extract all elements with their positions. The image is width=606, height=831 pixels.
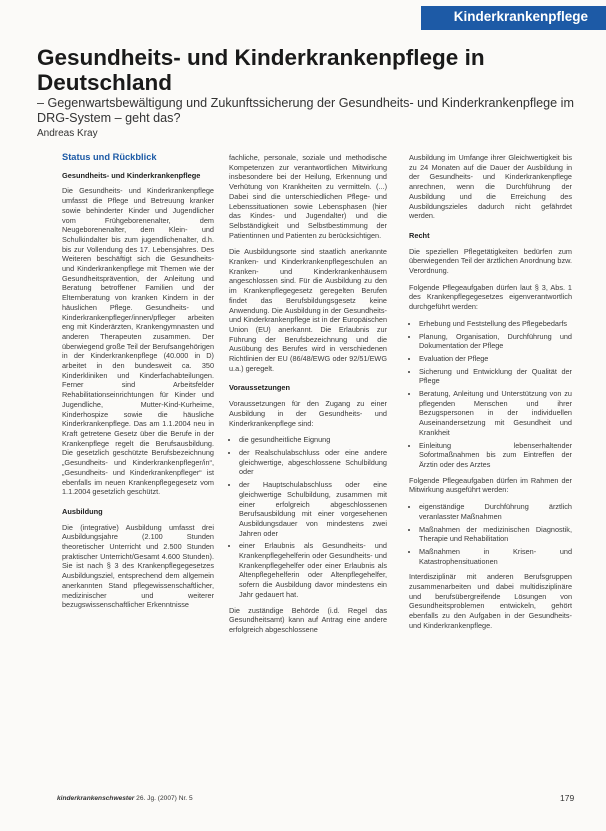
paragraph: Die Gesundheits- und Kinderkrankenpflege umfasst die Pflege und Betreuung kranker sowie behinderter Kinder und Jugendlicher vom Frühgeborenenalter, dem Neugeborenenalter, dem Klein- und Schulkindalter bis zum jugendlichenalter, d.h. bis zur Vollendung des 17. Lebensjahres. Des Weiteren beschäftigt sich die Gesundheits- und Kinderkrankenpflege mit Themen wie der Gesundheitsprävention, der Anleitung und Beratung betroffener Familien und der Elternberatung von kranken Kindern in der häuslichen Pflege. Gesundheits- und Kinderkrankenpfleger/innen/pfleger arbeiten eng mit Kinderärzten, Krankengymnasten und anderen Therapeuten zusammen. Der überwiegend große Teil der Berufsangehörigen in der Kinderkrankenpflege (40.000 in D) arbeitet in den bundesweit ca. 350 Kinderkliniken und Kinderfachabteilungen. Ferner sind Arbeitsfelder Rehabilitationseinrichtungen für Kinder und Jugendliche, Mutter-Kind-Kurheime, Kinderhospize sowie die häusliche Kinderkrankenpflege. Das am 1.1.2004 neu in Kraft getretene Gesetz über die Berufe in der Krankenpflege regelt die Berufsausbildung. Die gesetzlich geschützte Berufsbezeichnung „Gesundheits- und Kinderkrankenpfleger/in“, „Gesundheits- und Kinderkrankenpfleger“ ist ebenfalls im neuen Krankenpflegegesetz vom 1.1.2004 gesetzlich geschützt. (62, 186, 214, 497)
paragraph: Die speziellen Pflegetätigkeiten bedürfen zum überwiegenden Teil der ärztlichen Anordnung bzw. Verordnung. (409, 246, 572, 276)
section-tag-bar (421, 6, 606, 30)
list-item: • Sicherung und Entwicklung der Qualität der Pflege (419, 367, 572, 386)
text-column-3 (409, 153, 572, 638)
page-number: 179 (560, 793, 575, 803)
list-item: • Beratung, Anleitung und Unterstützung von zu pflegenden Menschen und ihrer Bezugspersonen in der individuellen Auseinandersetzung mit Gesundheit und Krankheit (419, 389, 572, 438)
paragraph: Folgende Pflegeaufgaben dürfen laut § 3, Abs. 1 des Krankenpflegegesetzes eigenverantwortlich durchgeführt werden: (409, 282, 572, 312)
section-tag: Kinderkrankenpflege (453, 9, 588, 24)
paragraph: Interdisziplinär mit anderen Berufsgruppen zusammenarbeiten und dabei multidisziplinäre und berufsübergreifende Lösungen von Gesundheitsproblemen entwickeln, gehört ebenfalls zu den Aufgaben in der Gesundheits- und Kinderkrankenpflege. (409, 572, 572, 630)
list-item: • Erhebung und Feststellung des Pflegebedarfs (419, 319, 572, 329)
list-item: • Maßnahmen der medizinischen Diagnostik, Therapie und Rehabilitation (419, 525, 572, 544)
journal-issue: 26. Jg. (2007) Nr. 5 (134, 795, 193, 802)
list-item: • der Hauptschulabschluss oder eine gleichwertige Schulbildung, zusammen mit einer erfolgreich abgeschlossenen Berufsausbildung mit einer vorgesehenen Ausbildungsdauer von mindestens zwei Jahren oder (239, 480, 387, 538)
paragraph: Die zuständige Behörde (i.d. Regel das Gesundheitsamt) kann auf Antrag eine andere erfolgreich abgeschlossene (229, 605, 387, 634)
list-item: • die gesundheitliche Eignung (239, 435, 387, 445)
requirements-list (229, 435, 387, 599)
tasks-list (409, 319, 572, 470)
subheading-voraussetzungen: Voraussetzungen (229, 383, 291, 393)
list-item: • einer Erlaubnis als Gesundheits- und Krankenpflegehelferin oder Gesundheits- und Krankenpflegehelfer oder einer Erlaubnis als Altenpflegehelferin oder Altenpflegehelfer, sofern die Ausbildung davor mindestens ein Jahr gedauert hat. (239, 541, 387, 599)
paragraph: Ausbildung im Umfange ihrer Gleichwertigkeit bis zu 24 Monaten auf die Dauer der Ausbildung in der Gesundheits- und Kinderkrankenpflege anrechnen, wenn die Durchführung der Ausbildung und die Erreichung des Ausbildungszieles dadurch nicht gefährdet werden. (409, 153, 572, 221)
list-item: • Einleitung lebenserhaltender Sofortmaßnahmen bis zum Eintreffen der Ärztin oder des Arztes (419, 441, 572, 470)
text-column-2 (229, 153, 387, 642)
paragraph: Die Ausbildungsorte sind staatlich anerkannte Kranken- und Kinderkrankenpflegeschulen an Kranken- und Kinderkrankenhäusern angeschlossen sind. Für die Ausbildung zu den im Krankenpflegegesetz geregelten Berufen findet das Berufsbildungsgesetz keine Anwendung. Die Ausbildung in der Gesundheits- und Kinderkrankenpflege ist in der Europäischen Union (EU) anerkannt. Die Erlaubnis zur Führung der Berufsbezeichnung und die Ausübung des Berufes wird in verschiedenen Richtlinien der EU (86/48/EWG oder 92/51/EWG u.a.) geregelt. (229, 247, 387, 373)
list-item: • eigenständige Durchführung ärztlich veranlasster Maßnahmen (419, 502, 572, 521)
list-item: • Planung, Organisation, Durchführung und Dokumentation der Pflege (419, 332, 572, 351)
cooperation-list (409, 502, 572, 566)
list-item: • Maßnahmen in Krisen- und Katastrophensituationen (419, 547, 572, 566)
paragraph: fachliche, personale, soziale und methodische Kompetenzen zur verantwortlichen Mitwirkung insbesondere bei der Heilung, Erkennung und Verhütung von Krankheiten zu vermitteln. (...) Dabei sind die unterschiedlichen Pflege- und Lebenssituationen sowie Lebensphasen (hier das Kindes- und Jugendalter) und die Selbständigkeit und Selbstbestimmung der Patientinnen und Patienten zu berücksichtigen. (229, 153, 387, 240)
list-item: • der Realschulabschluss oder eine andere gleichwertige, abgeschlossene Schulbildung oder (239, 448, 387, 477)
paragraph: Die (integrative) Ausbildung umfasst drei Ausbildungsjahre (2.100 Stunden theoretischer Unterricht und 2.500 Stunden praktischer Unterricht/Gesamt 4.600 Stunden). Sie ist nach § 3 des Krankenpflegegesetzes Ausbildungsziel, entsprechend dem allgemein anerkannten Stand pflegewissenschaftlicher, medizinischer und weiterer bezugswissenschaftlicher Erkenntnisse (62, 522, 214, 610)
article-author: Andreas Kray (37, 128, 98, 139)
paragraph: Voraussetzungen für den Zugang zu einer Ausbildung in der Gesundheits- und Kinderkrankenpflege sind: (229, 399, 387, 428)
subheading-recht: Recht (409, 230, 430, 240)
article-title: Gesundheits- und Kinderkrankenpflege in Deutschland (37, 45, 485, 95)
list-item: • Evaluation der Pflege (419, 354, 572, 364)
text-column-1 (62, 153, 214, 617)
page-footer (57, 795, 193, 802)
article-subtitle: – Gegenwartsbewältigung und Zukunftssicherung der Gesundheits- und Kinderkrankenpflege im DRG-System – geht das? (37, 96, 574, 125)
subheading-ausbildung: Ausbildung (62, 506, 103, 516)
journal-name: kinderkrankenschwester (57, 795, 135, 802)
subheading-gesundheits: Gesundheits- und Kinderkrankenpflege (62, 170, 201, 180)
paragraph: Folgende Pflegeaufgaben dürfen im Rahmen der Mitwirkung ausgeführt werden: (409, 475, 572, 495)
section-heading-status: Status und Rückblick (62, 152, 157, 162)
